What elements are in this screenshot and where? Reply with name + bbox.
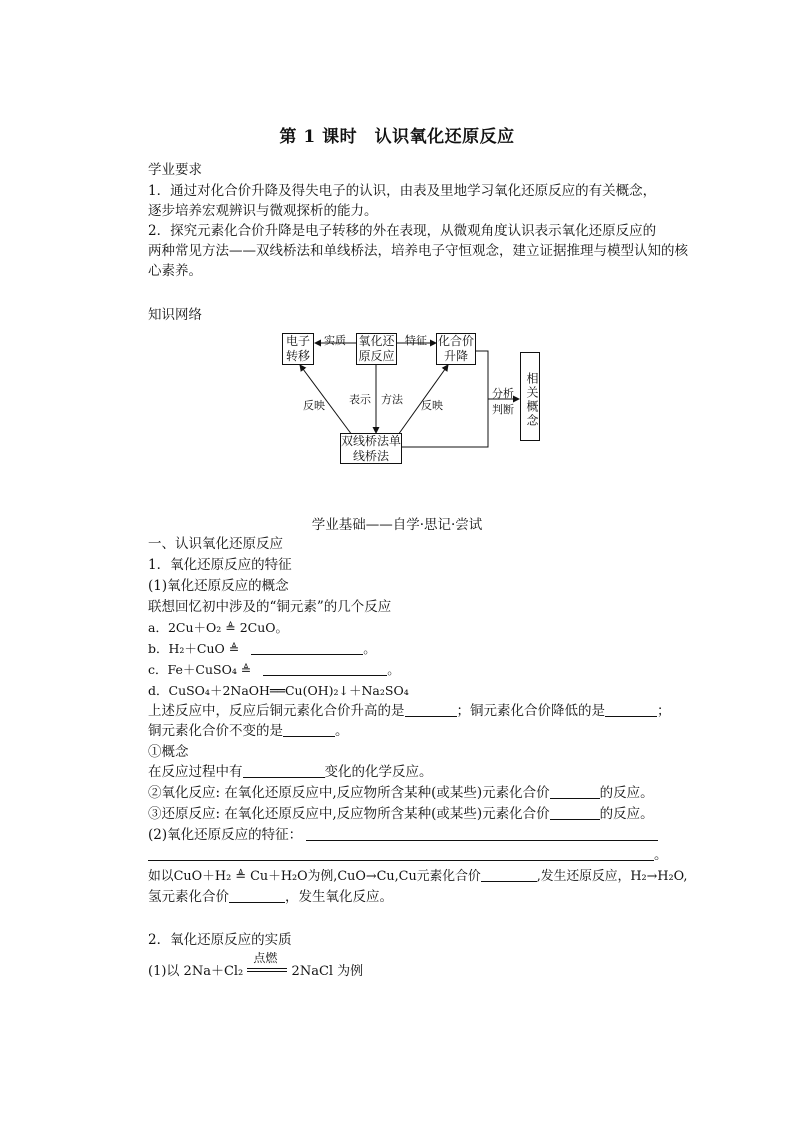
reduction-text-b: 的反应。 xyxy=(599,806,654,822)
subsection-1-1: (1)氧化还原反应的概念 xyxy=(148,578,289,594)
oxidation-line xyxy=(148,783,654,803)
above-a: 上述反应中，反应后铜元素化合价升高的是 xyxy=(148,703,405,719)
label-represent: 表示 xyxy=(349,393,371,406)
reaction-c-blank[interactable] xyxy=(263,661,387,676)
blank-cu-up[interactable] xyxy=(405,702,457,717)
concept-label: ①概念 xyxy=(148,744,189,760)
oxidation-text-b: 的反应。 xyxy=(599,785,654,801)
box-redox-reaction: 氧化还原反应 xyxy=(356,333,397,365)
concept-text-b: 变化的化学反应。 xyxy=(324,764,433,780)
concept-line xyxy=(148,762,433,782)
label-feature: 特征 xyxy=(405,334,427,347)
ignition-label: 点燃 xyxy=(253,951,278,965)
s2-text-a: (1)以 2Na＋Cl₂ xyxy=(148,964,244,979)
blank-cu-same[interactable] xyxy=(283,722,335,737)
ignition-condition xyxy=(247,951,287,976)
reaction-b-blank[interactable] xyxy=(251,640,363,655)
requirement-1a: 1．通过对化合价升降及得失电子的认识，由表及里地学习氧化还原反应的有关概念， xyxy=(148,183,657,199)
blank-reduction[interactable] xyxy=(550,805,600,820)
reaction-c xyxy=(148,660,400,680)
requirement-2b: 两种常见方法——双线桥法和单线桥法，培养电子守恒观念，建立证据推理与模型认知的核 xyxy=(148,243,688,259)
feature-line xyxy=(148,825,658,845)
above-reactions-line xyxy=(148,701,671,721)
requirement-2c: 心素养。 xyxy=(148,263,202,279)
label-analyze: 分析 xyxy=(492,387,514,400)
feature-line-2 xyxy=(148,845,668,865)
recall-line: 联想回忆初中涉及的“铜元素”的几个反应 xyxy=(148,599,392,615)
concept-text-a: 在反应过程中有 xyxy=(148,764,243,780)
label-method: 方法 xyxy=(381,393,403,406)
blank-oxidation[interactable] xyxy=(550,784,600,799)
period: 。 xyxy=(654,847,668,863)
reaction-a: a．2Cu＋O₂ ≜ 2CuO。 xyxy=(148,620,289,635)
example-text-c: 氢元素化合价 xyxy=(148,889,229,905)
blank-cu-down[interactable] xyxy=(605,702,657,717)
blank-feature-2[interactable] xyxy=(148,846,654,861)
condition-bar-bottom xyxy=(247,971,287,972)
blank-concept[interactable] xyxy=(243,763,325,778)
reaction-d: d．CuSO₄＋2NaOH══Cu(OH)₂↓＋Na₂SO₄ xyxy=(148,683,409,698)
blank-feature[interactable] xyxy=(306,826,658,841)
requirements-heading: 学业要求 xyxy=(148,162,202,178)
period: 。 xyxy=(387,662,400,677)
subsection-2-1 xyxy=(148,951,364,982)
box-electron-transfer: 电子转移 xyxy=(282,333,314,365)
reduction-line xyxy=(148,804,654,824)
period: 。 xyxy=(335,723,349,739)
requirement-1b: 逐步培养宏观辨识与微观探析的能力。 xyxy=(148,203,378,219)
label-reflect-left: 反映 xyxy=(303,399,325,412)
example-text-b: ,发生还原反应，H₂→H₂O, xyxy=(536,869,688,884)
reaction-b xyxy=(148,639,376,659)
blank-h-valence[interactable] xyxy=(229,888,285,903)
label-essence: 实质 xyxy=(324,334,346,347)
above-reactions-line-2 xyxy=(148,721,349,741)
example-text-d: ，发生氧化反应。 xyxy=(285,889,393,905)
reaction-c-text: c．Fe＋CuSO₄ ≜ xyxy=(148,662,252,677)
condition-bar-top xyxy=(247,968,287,969)
period: 。 xyxy=(363,641,376,656)
s2-text-b: 2NaCl 为例 xyxy=(291,964,364,979)
oxidation-text-a: ②氧化反应: 在氧化还原反应中,反应物所含某种(或某些)元素化合价 xyxy=(148,785,550,801)
example-text-a: 如以CuO＋H₂ ≜ Cu＋H₂O为例,CuO→Cu,Cu元素化合价 xyxy=(148,869,481,884)
section-heading: 学业基础——自学·思记·尝试 xyxy=(311,517,483,533)
box-related-concepts: 相关概念 xyxy=(520,352,540,441)
part1-heading: 一、认识氧化还原反应 xyxy=(148,536,283,552)
reaction-b-text: b．H₂＋CuO ≜ xyxy=(148,641,240,656)
above-c: 铜元素化合价不变的是 xyxy=(148,723,283,739)
subsection-1: 1．氧化还原反应的特征 xyxy=(148,557,292,573)
reduction-text-a: ③还原反应: 在氧化还原反应中,反应物所含某种(或某些)元素化合价 xyxy=(148,806,550,822)
network-heading: 知识网络 xyxy=(148,307,202,323)
page-title: 第 1 课时 认识氧化还原反应 xyxy=(279,127,515,147)
box-valence-change: 化合价升降 xyxy=(437,334,474,363)
semicolon: ； xyxy=(657,703,671,719)
knowledge-network-diagram xyxy=(270,325,560,470)
feature-text: (2)氧化还原反应的特征： xyxy=(148,827,303,843)
box-bridge-methods: 双线桥法单线桥法 xyxy=(341,434,402,463)
example-line-2 xyxy=(148,887,393,907)
requirement-2a: 2．探究元素化合价升降是电子转移的外在表现，从微观角度认识表示氧化还原反应的 xyxy=(148,223,657,239)
blank-cu-valence[interactable] xyxy=(481,867,537,882)
subsection-2: 2．氧化还原反应的实质 xyxy=(148,932,292,948)
example-line xyxy=(148,867,687,887)
label-reflect-right: 反映 xyxy=(421,399,443,412)
above-b: ；铜元素化合价降低的是 xyxy=(456,703,605,719)
label-judge: 判断 xyxy=(492,403,514,416)
